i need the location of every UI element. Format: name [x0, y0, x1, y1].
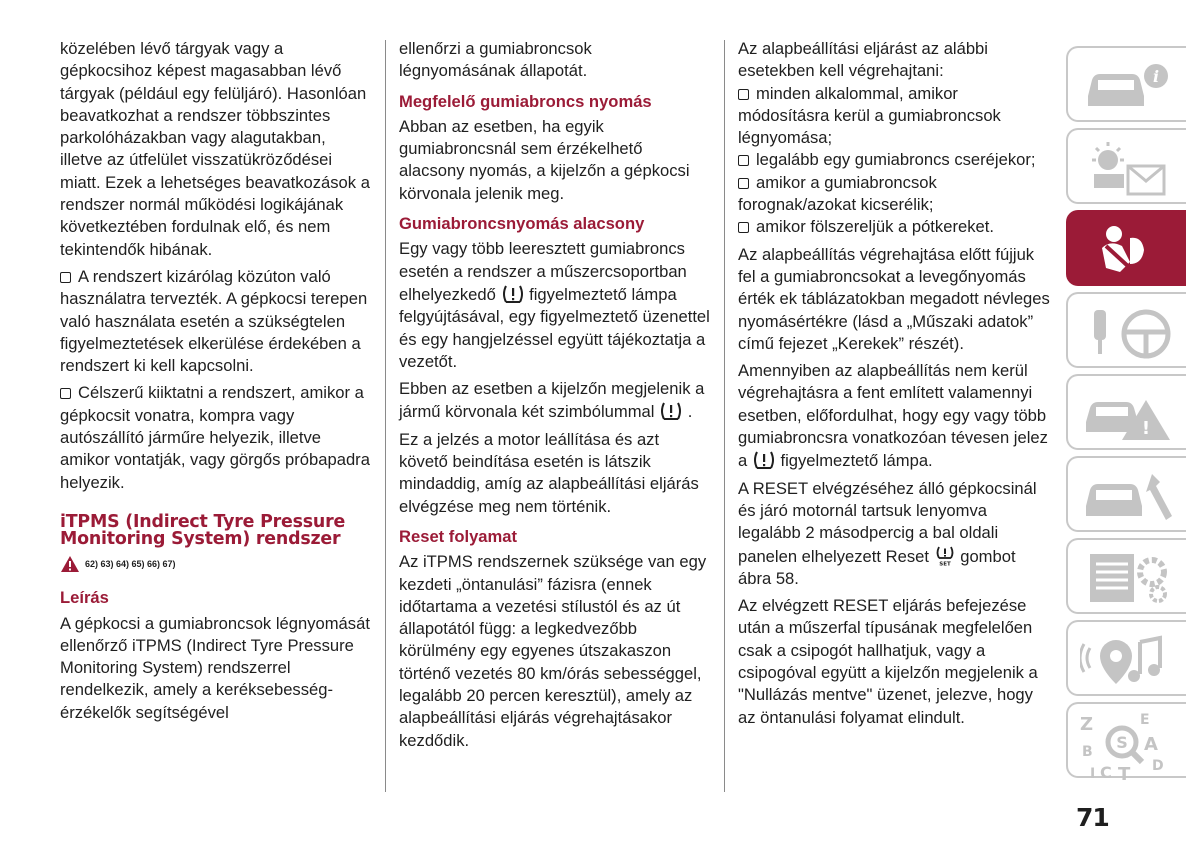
- reset-tyre-button-icon: [934, 545, 956, 567]
- svg-text:Z: Z: [1080, 714, 1094, 735]
- checkbox-bullet-icon: [738, 155, 749, 166]
- reference-numbers: 62) 63) 64) 65) 66) 67): [85, 558, 176, 569]
- section-heading: iTPMS (Indirect Tyre Pressure Monitoring System) rendszer: [60, 511, 346, 550]
- bullet-item: minden alkalommal, amikor módosításra kerül a gumiabroncsok légnyomása;: [738, 83, 1001, 148]
- svg-text:A: A: [1144, 734, 1158, 755]
- svg-text:E: E: [1140, 712, 1150, 728]
- subheading: Gumiabroncsnyomás alacsony: [399, 214, 645, 234]
- bullet-item: legalább egy gumiabroncs cseréjekor;: [738, 149, 1050, 171]
- tab-index[interactable]: [1066, 702, 1186, 778]
- column-3: [738, 38, 1050, 734]
- emergency-car-icon: [1080, 382, 1184, 446]
- safety-airbag-icon: [1080, 218, 1184, 282]
- car-info-icon: [1080, 54, 1184, 118]
- subheading: Reset folyamat: [399, 526, 518, 546]
- svg-text:S: S: [1116, 733, 1128, 752]
- svg-text:!: !: [1141, 418, 1151, 439]
- svg-text:D: D: [1152, 758, 1164, 774]
- column-divider: [724, 40, 725, 792]
- paragraph: közelében lévő tárgyak vagy a gépkocsihoz képest magasabban lévő tárgyak (például egy felüljáró). Hasonlóan beavatkozhat a rendszer többszintes parkolóházakban vagy alagutakban, illetve az útfelület visszatükröződései miatt. Ezek a lehetséges beavatkozások a rendszer normál működési logikájának következtében fordulnak elő, és nem tekintendők hibának.: [60, 39, 370, 259]
- paragraph: Az iTPMS rendszernek szüksége van egy kezdeti „öntanulási” fázisra (ennek időtartama a vezetési stílustól és az út állapotától függ: a legkedvezőbb körülmény egy egyenes útszakaszon történő vezetés 80 km/órás sebességgel, legalább 20 percen keresztül), amely az alapbeállítási eljárás végrehajtásakor kezdődik.: [399, 552, 707, 750]
- subheading: Megfelelő gumiabroncs nyomás: [399, 91, 652, 111]
- tyre-pressure-warning-icon: [752, 449, 776, 471]
- index-search-icon: [1080, 710, 1184, 780]
- svg-text:B: B: [1082, 744, 1093, 760]
- tab-maintenance[interactable]: [1066, 456, 1186, 532]
- tab-safety[interactable]: [1066, 210, 1186, 286]
- car-wrench-icon: [1080, 464, 1184, 528]
- tyre-pressure-warning-icon: [501, 283, 525, 305]
- bullet-item: amikor fölszereljük a pótkereket.: [738, 216, 1050, 238]
- subheading: Leírás: [60, 588, 109, 608]
- steering-wheel-icon: [1080, 300, 1184, 364]
- tab-emergency[interactable]: [1066, 374, 1186, 450]
- paragraph: Az elvégzett RESET eljárás befejezése után a műszerfal típusának megfelelően csak a csipogót hallhatjuk, vagy a csipogóval együtt a kijelzőn megjelenik a "Nullázás mentve" üzenet, jelezve, hogy az öntanulási folyamat elindult.: [738, 596, 1038, 727]
- tab-car-info[interactable]: [1066, 46, 1186, 122]
- paragraph: Abban az esetben, ha egyik gumiabroncsnál sem érzékelhető alacsony nyomás, a kijelzőn a gépkocsi körvonala jelenik meg.: [399, 116, 690, 203]
- paragraph: Egy vagy több leeresztett gumiabroncs esetén a rendszer a műszercsoportban elhelyezkedő figyelmeztető lámpa felgyújtásával, egy figyelmeztető üzenettel és egy hangjelzéssel együtt tájékoztatja a vezetőt.: [399, 239, 710, 371]
- paragraph: ellenőrzi a gumiabroncsok légnyomásának állapotát.: [399, 39, 592, 81]
- checkbox-bullet-icon: [738, 178, 749, 189]
- paragraph: Az alapbeállítás végrehajtása előtt fújjuk fel a gumiabroncsokat a levegőnyomás érték ek táblázatokban megadott névleges nyomásértékre (lásd a „Műszaki adatok” című fejezet „Kerekek” részét).: [738, 244, 1050, 353]
- paragraph: Ebben az esetben a kijelzőn megjelenik a jármű körvonala két szimbólummal .: [399, 379, 705, 422]
- paragraph: Az alapbeállítási eljárást az alábbi esetekben kell végrehajtani:: [738, 39, 988, 81]
- technical-data-icon: [1080, 546, 1184, 610]
- bullet-item: A rendszert kizárólag közúton való használatra tervezték. A gépkocsi terepen való használata esetén a szükségtelen figyelmeztetések elkerülése érdekében a rendszert ki kell kapcsolni.: [60, 266, 368, 376]
- bullet-item: Célszerű kiiktatni a rendszert, amikor a gépkocsit vonatra, kompra vagy autószállító járműre helyezik, illetve amikor vontatják, vagy görgős próbapadra helyezik.: [60, 383, 370, 492]
- paragraph: A RESET elvégzéséhez álló gépkocsinál és járó motornál tartsuk lenyomva legalább 2 másodpercig a bal oldali panelen elhelyezett Reset SET gombot ábra 58.: [738, 478, 1037, 588]
- checkbox-bullet-icon: [60, 388, 71, 399]
- column-divider: [385, 40, 386, 792]
- svg-text:I: I: [1090, 766, 1096, 780]
- column-2: [399, 38, 711, 757]
- tab-warning-lights[interactable]: [1066, 128, 1186, 204]
- tab-technical-data[interactable]: [1066, 538, 1186, 614]
- warning-references: [60, 553, 372, 575]
- svg-text:C: C: [1100, 763, 1112, 780]
- svg-text:i: i: [1152, 67, 1160, 86]
- tab-multimedia[interactable]: [1066, 620, 1186, 696]
- checkbox-bullet-icon: [738, 222, 749, 233]
- tyre-pressure-warning-icon: [659, 400, 683, 422]
- paragraph: Amennyiben az alapbeállítás nem kerül végrehajtásra a fent említett valamennyi esetben, előfordulhat, hogy egy vagy több gumiabroncsra vonatkozóan tévesen jelez a figyelmeztető lámpa.: [738, 361, 1048, 471]
- page-number: 71: [1076, 803, 1109, 832]
- checkbox-bullet-icon: [60, 272, 71, 283]
- paragraph: Ez a jelzés a motor leállítása és azt követő beindítása esetén is látszik mindaddig, amíg az alapbeállítási eljárás elvégzése meg nem történik.: [399, 429, 699, 516]
- warning-lights-icon: [1080, 136, 1184, 200]
- tab-starting-driving[interactable]: [1066, 292, 1186, 368]
- paragraph: A gépkocsi a gumiabroncsok légnyomását ellenőrző iTPMS (Indirect Tyre Pressure Monitoring System) rendszerrel rendelkezik, amely a keréksebesség-érzékelők segítségével: [60, 613, 370, 722]
- svg-text:SET: SET: [938, 561, 951, 567]
- multimedia-icon: [1080, 628, 1184, 692]
- svg-text:T: T: [1118, 764, 1131, 780]
- checkbox-bullet-icon: [738, 89, 749, 100]
- bullet-item: amikor a gumiabroncsok forognak/azokat kicserélik;: [738, 172, 937, 215]
- column-1: [60, 38, 372, 729]
- warning-triangle-icon: [60, 555, 80, 573]
